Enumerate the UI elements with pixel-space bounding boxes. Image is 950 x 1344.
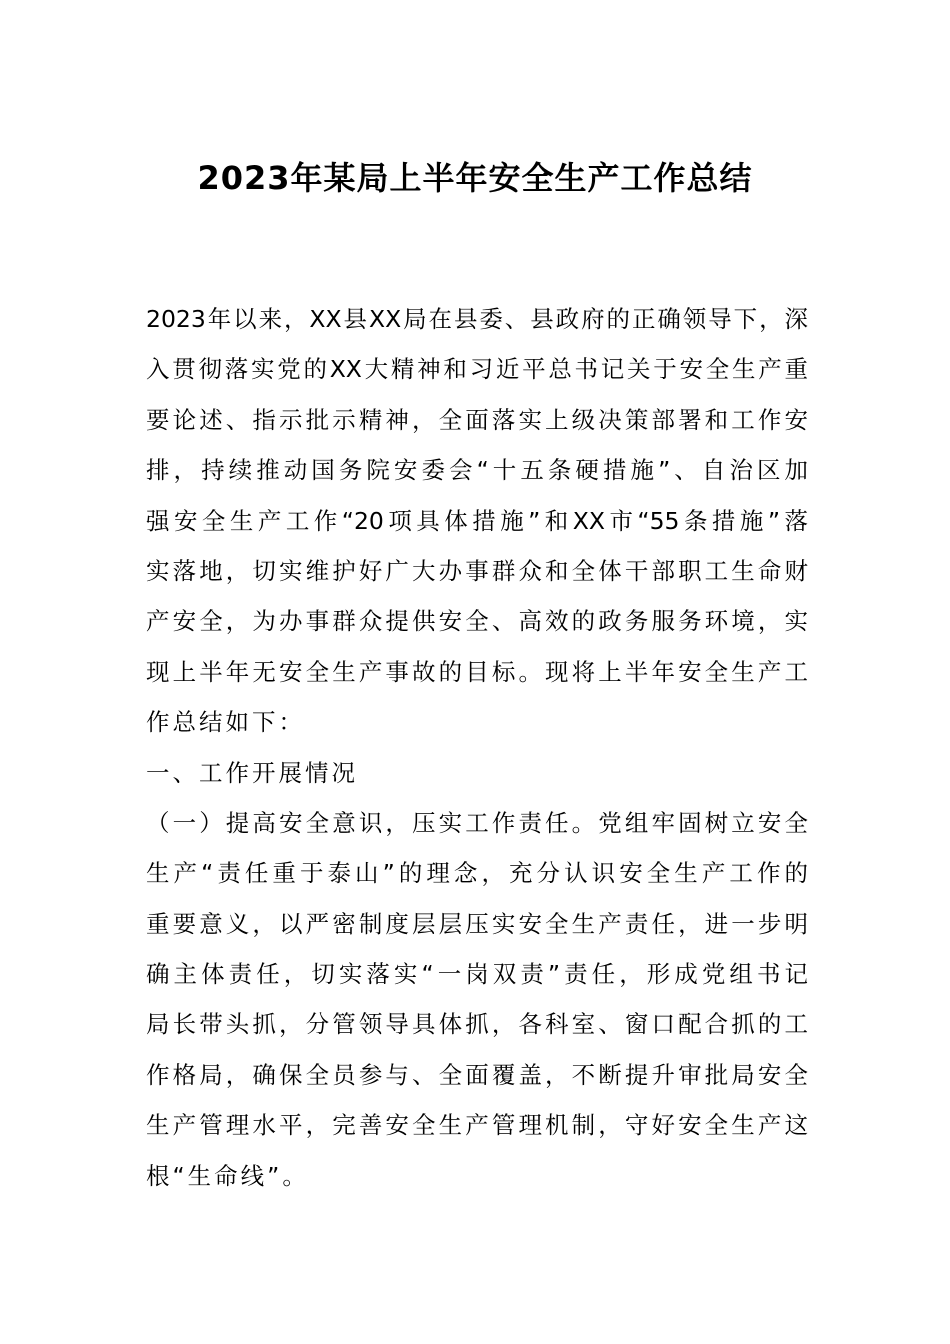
section-heading: 一、工作开展情况 [146, 758, 358, 787]
section-one-line: （一）提高安全意识，压实工作责任。党组牢固树立安全 [146, 808, 808, 837]
intro-line: 现上半年无安全生产事故的目标。现将上半年安全生产工 [146, 657, 808, 686]
section-one-line: 确主体责任，切实落实“一岗双责”责任，形成党组书记 [146, 960, 808, 989]
intro-line: 强安全生产工作“20项具体措施”和XX市“55条措施”落 [146, 506, 808, 535]
intro-line: 排，持续推动国务院安委会“十五条硬措施”、自治区加 [146, 456, 808, 485]
intro-line: 2023年以来，XX县XX局在县委、县政府的正确领导下，深 [146, 305, 808, 333]
section-one-line: 根“生命线”。 [146, 1161, 309, 1190]
section-one-line: 生产管理水平，完善安全生产管理机制，守好安全生产这 [146, 1111, 808, 1140]
section-one-line: 局长带头抓，分管领导具体抓，各科室、窗口配合抓的工 [146, 1010, 808, 1039]
document-body [146, 294, 808, 1201]
section-one-line: 作格局，确保全员参与、全面覆盖，不断提升审批局安全 [146, 1060, 808, 1089]
section-one-line: 重要意义，以严密制度层层压实安全生产责任，进一步明 [146, 909, 808, 938]
section-one-line: 生产“责任重于泰山”的理念，充分认识安全生产工作的 [146, 859, 808, 888]
intro-line: 产安全，为办事群众提供安全、高效的政务服务环境，实 [146, 607, 808, 636]
intro-line: 实落地，切实维护好广大办事群众和全体干部职工生命财 [146, 556, 808, 585]
intro-line: 作总结如下： [146, 708, 305, 737]
document-title: 2023年某局上半年安全生产工作总结 [197, 159, 753, 197]
intro-line: 要论述、指示批示精神，全面落实上级决策部署和工作安 [146, 405, 808, 434]
intro-line: 入贯彻落实党的XX大精神和习近平总书记关于安全生产重 [146, 355, 808, 384]
